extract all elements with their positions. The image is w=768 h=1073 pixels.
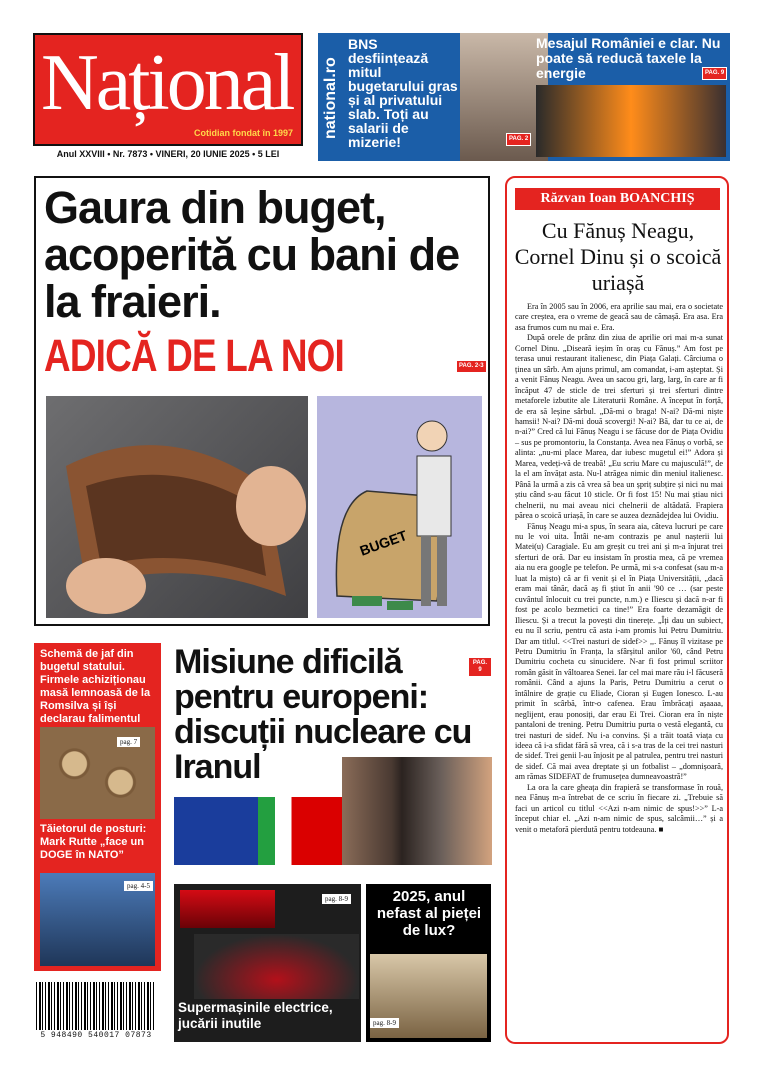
- eu-iran-flags-image: [174, 797, 342, 865]
- budget-cartoon: [317, 396, 482, 618]
- cars-page: pag. 8-9: [322, 894, 351, 904]
- ferrari-launch-photo: [194, 934, 359, 999]
- main-headline[interactable]: Gaura din buget, acoperită cu bani de la fraieri.: [44, 182, 460, 327]
- nuclear-story[interactable]: [172, 645, 492, 867]
- cars-story[interactable]: [174, 884, 361, 1042]
- column-paragraph: Era în 2005 sau în 2006, era aprilie sau mai, era o societate care creștea, era o vreme de geacă sau de cămașă. Era asa. Era asa frumos cum nu mai e. Era.: [515, 302, 723, 332]
- column-body: [515, 302, 723, 835]
- teaser-story-bns[interactable]: BNS desființează mitul bugetarului gras și al privatului slab. Toți au salarii de mizerie!: [348, 36, 458, 150]
- wallet-illustration: [46, 396, 308, 618]
- teaser-page-badge-2: PAG. 9: [702, 67, 727, 80]
- leaders-photo: [342, 757, 492, 865]
- opinion-column[interactable]: [505, 176, 729, 1044]
- column-title[interactable]: Cu Fănuș Neagu, Cornel Dinu și o scoică uriașă: [514, 218, 722, 295]
- logo-tagline: Cotidian fondat în 1997: [193, 128, 293, 138]
- teaser-page-badge-1: PAG. 2: [506, 133, 531, 146]
- logo-text: Național: [41, 39, 293, 127]
- cartoon-bag-label: BUGET: [357, 527, 410, 559]
- issue-line: Anul XXVIII • Nr. 7873 • VINERI, 20 IUNIE 2025 • 5 LEI: [56, 149, 280, 159]
- luxury-headline[interactable]: 2025, anul nefast al pieței de lux?: [376, 888, 482, 939]
- luxury-story[interactable]: [366, 884, 491, 1042]
- romsilva-page: pag. 7: [117, 737, 140, 747]
- luxury-page: pag. 8-9: [370, 1018, 399, 1028]
- teaser-photo-steel: [536, 85, 726, 157]
- site-label[interactable]: national.ro: [322, 57, 339, 139]
- nuclear-page-badge: PAG. 9: [468, 657, 492, 677]
- story-rutte[interactable]: Tăietorul de posturi: Mark Rutte „face un DOGE în NATO”: [40, 823, 147, 861]
- teaser-story-energy[interactable]: Mesajul României e clar. Nu poate să reducă taxele la energie: [536, 35, 721, 81]
- cars-caption[interactable]: Supermașinile electrice, jucării inutile: [178, 1000, 333, 1031]
- column-author[interactable]: Răzvan Ioan BOANCHIȘ: [515, 188, 720, 210]
- masthead-logo[interactable]: [33, 33, 303, 146]
- nuclear-headline[interactable]: Misiune dificilă pentru europeni: discuții nucleare cu Iranul: [174, 643, 472, 786]
- main-story[interactable]: [34, 176, 490, 626]
- teaser-banner[interactable]: [318, 33, 730, 161]
- main-subhead[interactable]: ADICĂ DE LA NOI: [44, 330, 344, 381]
- red-car-photo: [180, 890, 275, 928]
- left-news-block[interactable]: [34, 643, 161, 971]
- story-romsilva[interactable]: Schemă de jaf din bugetul statului. Firmele achiziționau masă lemnoasă de la Romsilva și își declarau falimentul: [40, 648, 151, 725]
- rutte-page: pag. 4-5: [124, 881, 153, 891]
- barcode-number: 5 948490 540017 07873: [40, 1031, 152, 1040]
- column-paragraph: La ora la care gheața din frapieră se transformase în rouă, nea Fănuș m-a întrebat de ce scriu în fiecare zi. „Trebuie să faci un articol cu titlul <<Azi n-am nimic de spus!>>” L-a început chiar el. „Azi n-am nimic de spus, salcâmii…” și a venit o metaforă pierdută pentru totdeauna. ■: [515, 782, 723, 834]
- cartoon-illustration: [317, 396, 482, 618]
- barcode: [36, 982, 156, 1042]
- column-paragraph: După orele de prânz din ziua de aprilie ori mai m-a sunat Cornel Dinu. „Diseară ieșim în oraș cu Fănuș.” Am fost pe terasa unui restaurant italienesc, din Piața Galați. Cârciuma o ținea un sârb. Am ajuns primul, am comandat, i-am așteptat. Și a venit Fănuș Neagu. Avea un sacou gri, larg, larg, în care ar fi încăput 47 de sticle de trei sferturi și trei sferturi dintre metaforele izbutite ale Literaturii Române. A început în forță, de era să leșine sârbul. „Dă-mi o braga! N-ai? Dă-mi niște hamsii! N-ai? Dă-mi două scovergi! N-ai? Bă, dar tu ce ai, de n-ai?” Cred că lui Fănuș Neagu i se făcuse dor de Piața Ovidiu – sus pe promontoriu, la Constanța. Avea nea Fănuș o vorbă, se alinta: „nu-mi place Marea, dar iubesc mugetul ei!” Adora și Marea, vedeți-vă de treabă! „Eu scriu Mare cu majusculă!”, de la el am învățat asta. Nu-l atrăgea nimic din meniul italienesc. Până la urmă a zis că vrea să bea un șpriț subțire și nici nu mai știu când s-au făcut 10 sticle. Or fi fost 15! Nu mai știau nici chelnerii, nu mai aveau nici chelnerii de altădată. Frapiera părea o scoică uriașă, în care se auzea deznădejdea lui Ovidiu.: [515, 333, 723, 521]
- column-paragraph: Fănuș Neagu mi-a spus, în seara aia, câteva lucruri pe care nu le voi uita. Întâi ne-am contrazis pe anul nașterii lui Matei(u) Caragiale. Eu am greșit cu trei ani și m-a înjurat trei sferturi de oră. Dar eu insistam în prostia mea, că pe vremea aia nu era google pe telefon. Pe urmă, mi s-a confesat (sau m-a luat la mișto) că ar fi venit și el în Piața Universității, „dacă eram mai tânăr, dacă aș fi știut în anii '90 ce … (sar peste cuvântul înlocuit cu trei puncte, n.m.) e Iliescu și dacă n-ar fi fost pe acolo bezmetici ca tine!” Era foarte dezamăgit de Iliescu. Și a trecut la povești din tinerețe. „Îți dau un subiect, eu nu îl scriu, pentru că asta i-am promis lui Petru Dumitriu. Dar am titlul. <<Trei nasturi de sidef>> ,,. Fănuș îl vizitase pe Petru Dumitriu în Franța, la sfârșitul anilor '60, când Petru Dumitriu cocheta cu sinucidere. N-ar fi fost primul scriitor român găsit în vâltoarea Senei. Iar cel mai mare rău i-l făcuseră românii. Când a ajuns la Paris, Petru Dumitriu a cerut o întâlnire de grație cu Eliade, Cioran și Eugen Ionesco. L-au primit în scârbă, într-o cafenea. Erau îmbrăcați așaaaa, neglijent, erau ponosiți, dar erau Ei Trei. Cioran era în niște pantaloni de trening. Petru Dumitriu purta o vestă elegantă, cu trei nasturi de sidef. Nu i-a convins. Și a trăit toată viața cu ideea că i-a sfidat fără să vrea, că i s-a tras de la cei trei nasturi de sidef. Trei genii l-au înjosit pe al patrulea, pentru trei nasturi de sidef. Că mai avea dreptate și un fotbalist – „domnișoară, am rămas SIDEFAT de frumusețea dumneavoastră!”: [515, 521, 723, 782]
- teaser-photo-man: [460, 33, 548, 161]
- barcode-lines: [36, 982, 156, 1030]
- empty-wallet-photo: [46, 396, 308, 618]
- main-page-badge: PAG. 2-3: [456, 360, 487, 373]
